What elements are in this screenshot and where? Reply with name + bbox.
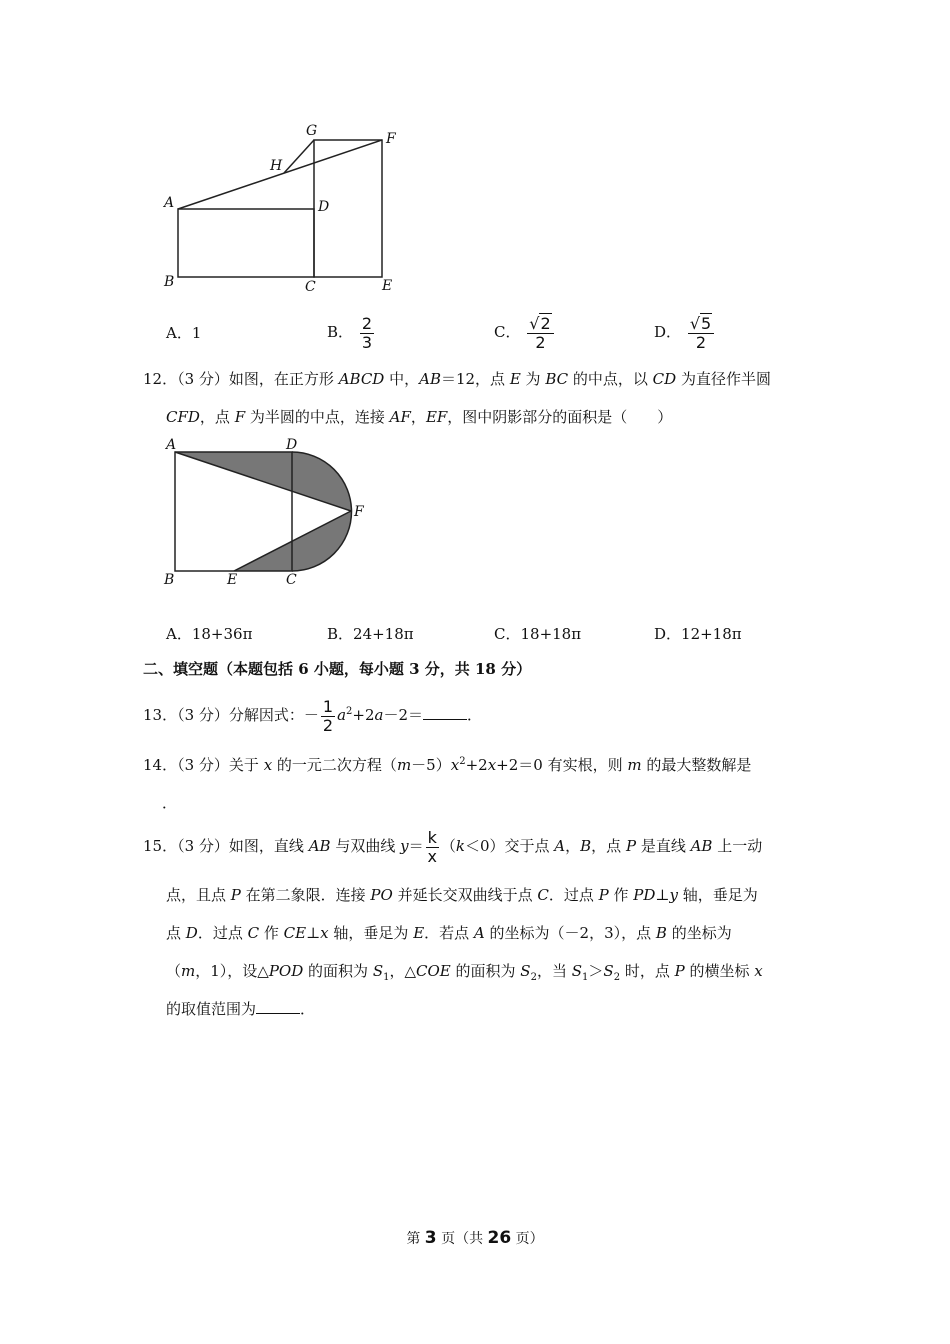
q13-answer-blank <box>423 705 467 720</box>
q11-option-a: A．1 <box>166 324 202 342</box>
q15-frac: $\frac{k}{x}$ <box>427 827 437 866</box>
q14-line-2: ． <box>162 794 178 812</box>
page-number: 3 <box>424 1228 437 1248</box>
q11-rect-abcd <box>178 209 314 277</box>
q12-label-b: B <box>164 572 175 588</box>
q12-option-a: A．18+36π <box>166 625 253 643</box>
q11-label-g: G <box>306 123 318 139</box>
q12-option-b: B．24+18π <box>327 625 414 643</box>
q12-line-1: 12．（3 分）如图，在正方形 ABCD 中，AB＝12，点 E 为 BC 的中点，以 CD 为直径作半圆 <box>143 370 771 388</box>
q11-figure <box>150 118 410 296</box>
q15-line-1: 15．（3 分）如图，直线 AB 与双曲线 y＝ $\frac{k}{x}$ （k＜0）交于点 A，B，点 P 是直线 AB 上一动 <box>143 827 763 866</box>
q11-frac-c: $\frac{√2}{2}$ <box>527 315 553 352</box>
q12-figure <box>150 432 390 592</box>
q11-label-e: E <box>382 278 393 294</box>
q15-answer-blank <box>256 999 300 1014</box>
section-2-heading: 二、填空题（本题包括 6 小题，每小题 3 分，共 18 分） <box>143 660 532 678</box>
q13: 13．（3 分）分解因式：－ $\frac{1}{2}$ $a^2+2a-2=$ ． <box>143 696 483 735</box>
q15-line-4: （m，1），设△POD 的面积为 $S_1$，△COE 的面积为 $S_2$，当 $S_1>S_2$ 时，点 P 的横坐标 x <box>166 962 763 983</box>
q11-line-af <box>178 140 382 209</box>
q11-label-a: A <box>164 195 175 211</box>
q11-label-d: D <box>318 199 330 215</box>
q12-line-2: CFD，点 F 为半圆的中点，连接 AF，EF，图中阴影部分的面积是（ ） <box>166 408 673 426</box>
q11-frac-d: $\frac{√5}{2}$ <box>688 315 714 352</box>
q11-label-c: C <box>305 279 316 295</box>
q13-frac: $\frac{1}{2}$ <box>322 696 334 735</box>
q15-line-2: 点，且点 P 在第二象限．连接 PO 并延长交双曲线于点 C．过点 P 作 PD⊥y 轴，垂足为 <box>166 886 758 904</box>
q11-label-b: B <box>164 274 175 290</box>
q12-option-c: C．18+18π <box>494 625 582 643</box>
page-footer: 第 3 页（共 26 页） <box>406 1228 544 1248</box>
q12-option-d: D．12+18π <box>654 625 742 643</box>
q11-frac-b: $\frac{2}{3}$ <box>361 313 372 352</box>
q11-option-c: C． $\frac{√2}{2}$ <box>494 312 556 352</box>
q11-option-b: B． $\frac{2}{3}$ <box>327 313 372 352</box>
q15-line-3: 点 D．过点 C 作 CE⊥x 轴，垂足为 E．若点 A 的坐标为（－2，3），点 B 的坐标为 <box>166 924 732 942</box>
q12-label-f: F <box>354 504 364 520</box>
q14-line-1: 14．（3 分）关于 x 的一元二次方程$(m-5)x^2+2x+2=0$ 有实根，则 m 的最大整数解是 <box>143 756 752 774</box>
q11-label-h: H <box>270 158 283 174</box>
q11-label-f: F <box>386 131 396 147</box>
q11-option-d: D． $\frac{√5}{2}$ <box>654 312 716 352</box>
q12-label-a: A <box>166 437 177 453</box>
q12-label-e: E <box>227 572 238 588</box>
page-total: 26 <box>487 1228 512 1248</box>
q12-label-c: C <box>286 572 297 588</box>
q12-label-d: D <box>286 437 298 453</box>
q15-line-5: 的取值范围为 ． <box>166 1000 316 1018</box>
